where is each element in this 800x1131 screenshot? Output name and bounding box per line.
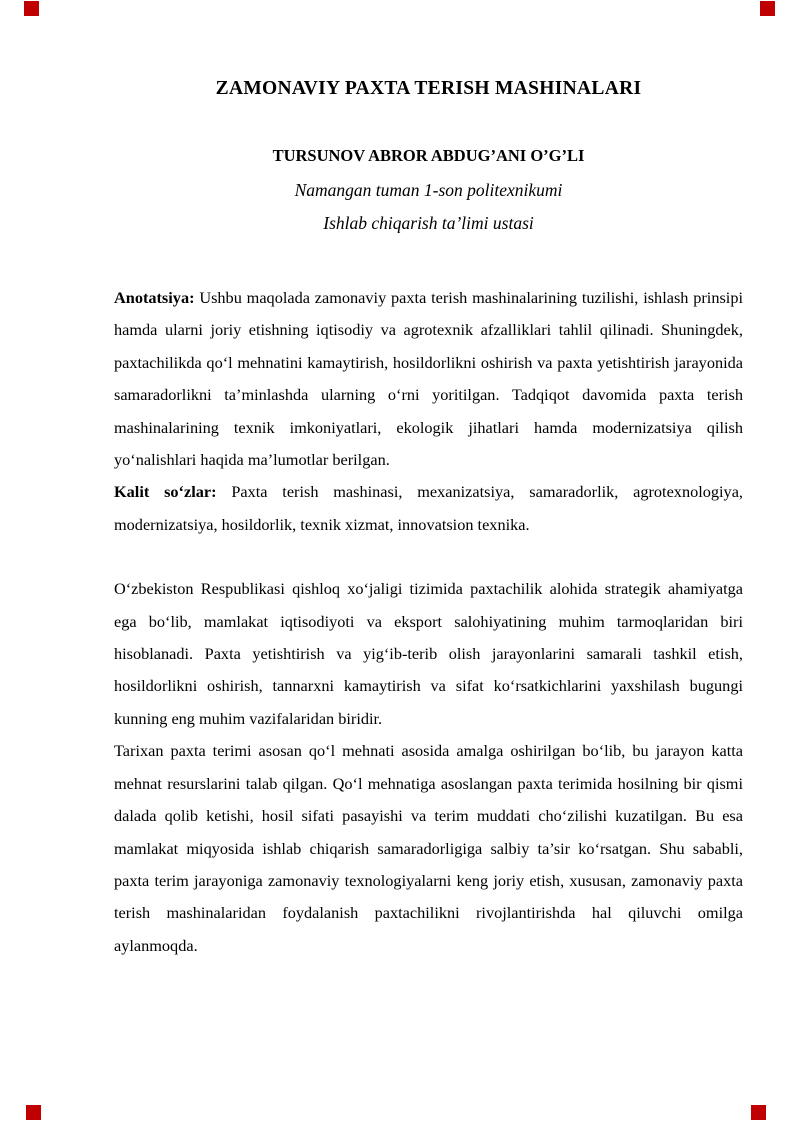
page-corner-marker-bottom-left [26, 1105, 41, 1120]
keywords-label: Kalit soʻzlar: [114, 482, 217, 502]
page-corner-marker-bottom-right [751, 1105, 766, 1120]
document-title: ZAMONAVIY PAXTA TERISH MASHINALARI [215, 78, 642, 99]
keywords-paragraph [114, 476, 743, 541]
abstract-text: Ushbu maqolada zamonaviy paxta terish mashinalarining tuzilishi, ishlash prinsipi hamda ularni joriy etishning iqtisodiy va agrotexnik afzalliklari tahlil qilinadi. Shuningdek, paxtachilikda qoʻl mehnatini kamaytirish, hosildorlikni oshirish va paxta yetishtirish jarayonida samaradorlikni ta’minlashda ularning oʻrni yoritilgan. Tadqiqot davomida paxta terish mashinalarining texnik imkoniyatlari, ekologik jihatlari hamda modernizatsiya qilish yoʻnalishlari haqida ma’lumotlar berilgan. [114, 288, 743, 470]
body-paragraph-2: Tarixan paxta terimi asosan qoʻl mehnati asosida amalga oshirilgan boʻlib, bu jarayon katta mehnat resurslarini talab qilgan. Qoʻl mehnatiga asoslangan paxta terimida hosilning bir qismi dalada qolib ketishi, hosil sifati pasayishi va terim muddati choʻzilishi kuzatilgan. Bu esa mamlakat miqyosida ishlab chiqarish samaradorligiga salbiy ta’sir koʻrsatgan. Shu sababli, paxta terim jarayoniga zamonaviy texnologiyalarni keng joriy etish, xususan, zamonaviy paxta terish mashinalaridan foydalanish paxtachilikni rivojlantirishda hal qiluvchi omilga aylanmoqda. [114, 741, 743, 955]
page-corner-marker-top-left [24, 1, 39, 16]
author-affiliation: Namangan tuman 1-son politexnikumi [294, 180, 563, 200]
body-paragraph-1: Oʻzbekiston Respublikasi qishloq xoʻjaligi tizimida paxtachilik alohida strategik ahamiyatga ega boʻlib, mamlakat iqtisodiyoti va eksport salohiyatining muhim tarmoqlaridan biri hisoblanadi. Paxta yetishtirish va yigʻib-terib olish jarayonlarini samarali tashkil etish, hosildorlikni oshirish, tannarxni kamaytirish va sifat koʻrsatkichlarini yaxshilash bugungi kunning eng muhim vazifalaridan biridir. [114, 579, 743, 728]
abstract-paragraph [114, 282, 743, 476]
author-position: Ishlab chiqarish ta’limi ustasi [323, 213, 534, 233]
keywords-text: Paxta terish mashinasi, mexanizatsiya, samaradorlik, agrotexnologiya, modernizatsiya, hosildorlik, texnik xizmat, innovatsion texnika. [114, 482, 743, 534]
abstract-label: Anotatsiya: [114, 288, 195, 307]
author-name: TURSUNOV ABROR ABDUG’ANI O’G’LI [272, 146, 585, 165]
page-corner-marker-top-right [760, 1, 775, 16]
